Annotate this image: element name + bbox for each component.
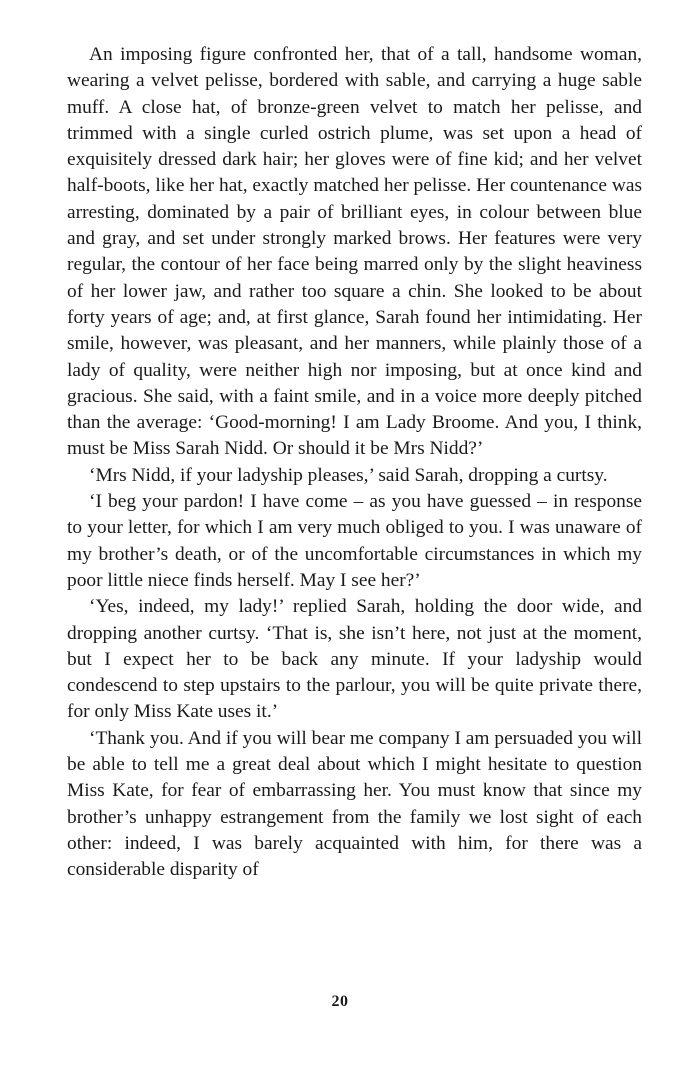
paragraph-3: ‘I beg your pardon! I have come – as you have guessed – in response to your letter, for which I am very much obliged to you. I was unaware of my brother’s death, or of the uncomfortable circumstances in which my poor little niece finds herself. May I see her?’ xyxy=(67,491,642,591)
body-text xyxy=(67,42,642,884)
page-number: 20 xyxy=(331,993,349,1010)
paragraph-5: ‘Thank you. And if you will bear me company I am persuaded you will be able to tell me a great deal about which I might hesitate to question Miss Kate, for fear of embarrassing her. You must know that since my brother’s unhappy estrangement from the family we lost sight of each other: indeed, I was barely acquainted with him, for there was a considerable disparity of xyxy=(67,727,642,881)
paragraph-2: ‘Mrs Nidd, if your ladyship pleases,’ said Sarah, dropping a curtsy. xyxy=(89,464,608,486)
paragraph-1: An imposing figure confronted her, that of a tall, handsome woman, wearing a velvet pelisse, bordered with sable, and carrying a huge sable muff. A close hat, of bronze-green velvet to match her pelisse, and trimmed with a single curled ostrich plume, was set upon a head of exquisitely dressed dark hair; her gloves were of fine kid; and her velvet half-boots, like her hat, exactly matched her pelisse. Her countenance was arresting, dominated by a pair of brilliant eyes, in colour between blue and gray, and set under strongly marked brows. Her features were very regular, the contour of her face being marred only by the slight heaviness of her lower jaw, and rather too square a chin. She looked to be about forty years of age; and, at first glance, Sarah found her intimidating. Her smile, however, was pleasant, and her manners, while plainly those of a lady of quality, were neither high nor imposing, but at once kind and gracious. She said, with a faint smile, and in a voice more deeply pitched than the average: ‘Good-morning! I am Lady Broome. And you, I think, must be Miss Sarah Nidd. Or should it be Mrs Nidd?’ xyxy=(67,44,642,460)
paragraph-4: ‘Yes, indeed, my lady!’ replied Sarah, holding the door wide, and dropping another curtsy. ‘That is, she isn’t here, not just at the moment, but I expect her to be back any minute. If your ladyship would condescend to step upstairs to the parlour, you will be quite private there, for only Miss Kate uses it.’ xyxy=(67,596,642,723)
